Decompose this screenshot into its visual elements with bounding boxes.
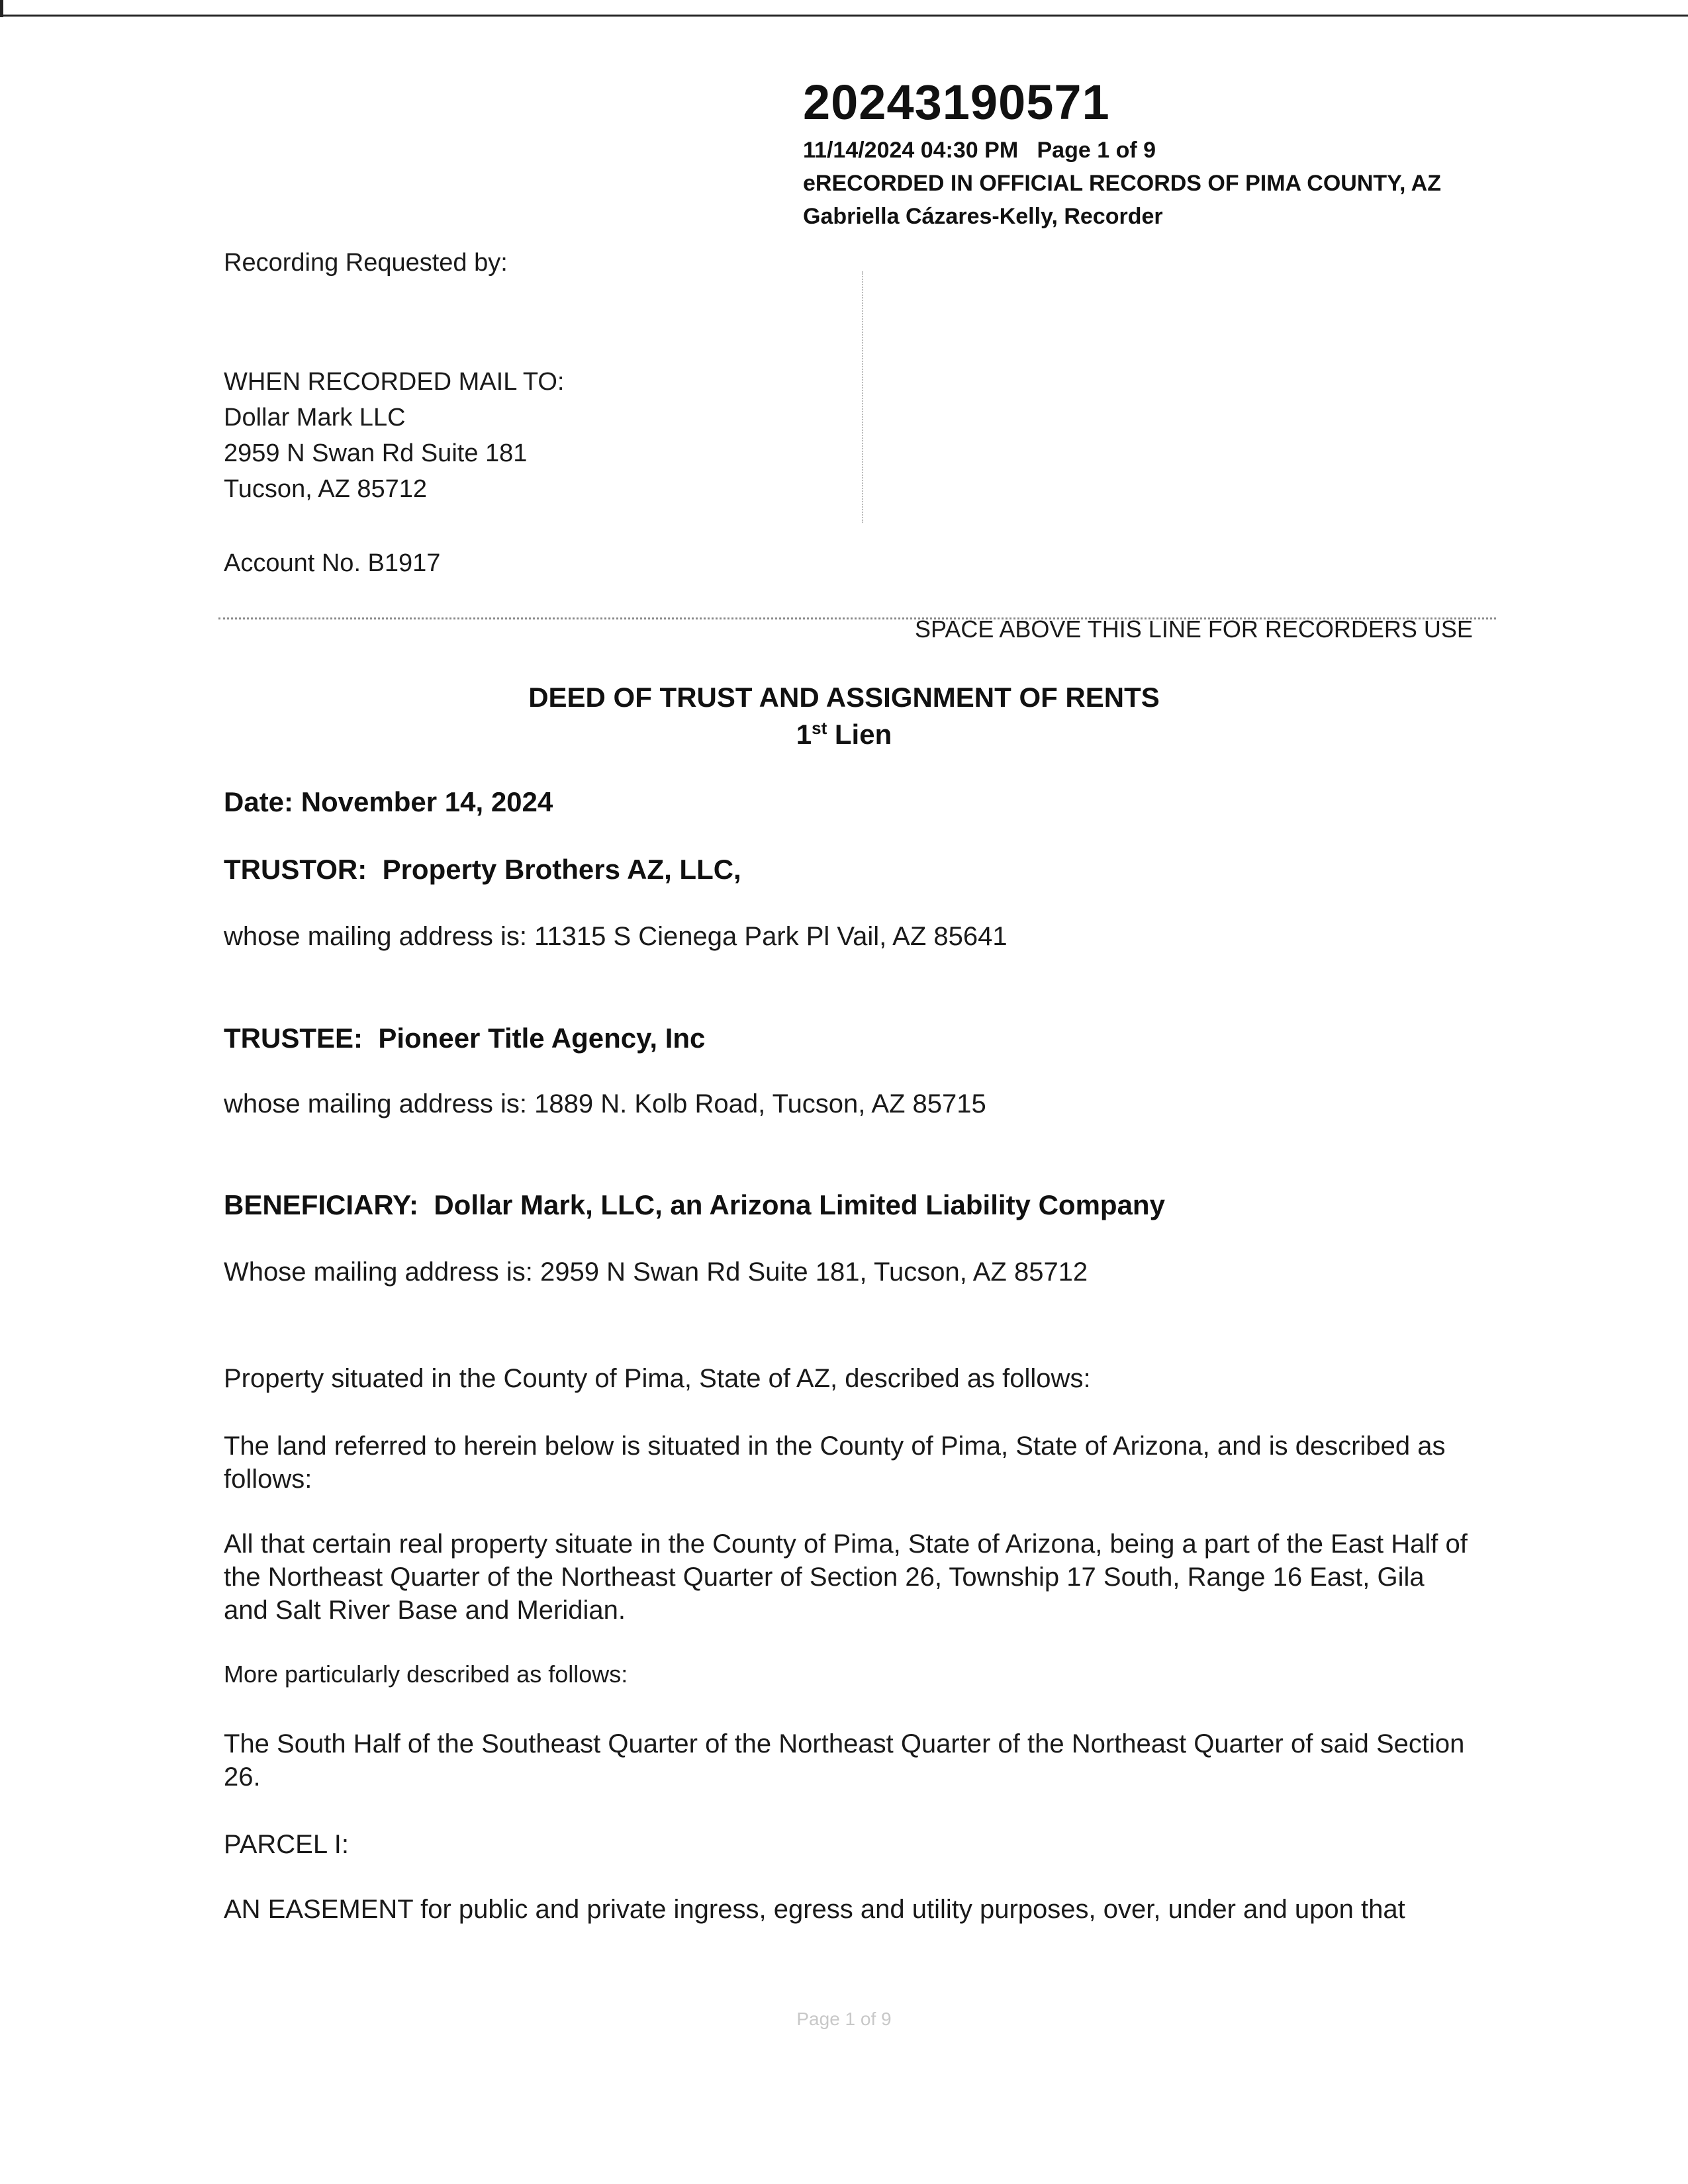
document-date: Date: November 14, 2024 (224, 786, 553, 817)
parcel-heading: PARCEL I: (224, 1830, 349, 1859)
lien-number: 1 (796, 719, 812, 750)
trustee-label: TRUSTEE: (224, 1023, 363, 1054)
lien-word: Lien (834, 719, 892, 750)
top-scan-tick (0, 0, 3, 17)
legal-description-paragraph: All that certain real property situate in the County of Pima, State of Arizona, being a part of the East Half of the Northeast Quarter of the Northeast Quarter of Section 26, Township 17 South, Range 16 East, Gila and Salt River Base and Meridian. (224, 1529, 1468, 1625)
trustor-label: TRUSTOR: (224, 854, 367, 885)
property-situated: Property situated in the County of Pima, State of AZ, described as follows: (224, 1364, 1091, 1393)
beneficiary-address: Whose mailing address is: 2959 N Swan Rd Suite 181, Tucson, AZ 85712 (224, 1257, 1088, 1287)
trustee-address: whose mailing address is: 1889 N. Kolb Road, Tucson, AZ 85715 (224, 1089, 986, 1118)
account-number: Account No. B1917 (224, 549, 441, 577)
trustee-name: Pioneer Title Agency, Inc (378, 1023, 706, 1054)
recording-requested-by: Recording Requested by: (224, 249, 508, 277)
more-particularly: More particularly described as follows: (224, 1661, 628, 1688)
recorded-datetime: 11/14/2024 04:30 PM (803, 138, 1019, 163)
trustor-address: whose mailing address is: 11315 S Cienega Park Pl Vail, AZ 85641 (224, 922, 1008, 951)
beneficiary-label: BENEFICIARY: (224, 1189, 418, 1220)
trustor-name: Property Brothers AZ, LLC, (382, 854, 741, 885)
recording-number: 20243190571 (803, 75, 1110, 130)
beneficiary-line (224, 1189, 1165, 1221)
page-footer: Page 1 of 9 (796, 2009, 892, 2029)
recorder-line: Gabriella Cázares-Kelly, Recorder (803, 204, 1163, 229)
mail-to-name: Dollar Mark LLC (224, 404, 406, 432)
top-scan-line (0, 15, 1688, 17)
recorder-box-divider (862, 271, 863, 523)
trustor-line (224, 854, 741, 886)
land-referred-paragraph: The land referred to herein below is situated in the County of Pima, State of Arizona, and is described as follows: (224, 1432, 1446, 1494)
mail-to-street: 2959 N Swan Rd Suite 181 (224, 439, 528, 467)
lien-ordinal: st (812, 718, 827, 738)
lien-designation (0, 718, 1688, 751)
recording-datetime-line (803, 138, 1156, 163)
erecorded-line: eRECORDED IN OFFICIAL RECORDS OF PIMA COUNTY, AZ (803, 171, 1442, 196)
space-above-note: SPACE ABOVE THIS LINE FOR RECORDERS USE (915, 615, 1473, 643)
beneficiary-name: Dollar Mark, LLC, an Arizona Limited Liability Company (434, 1189, 1165, 1220)
document-title: DEED OF TRUST AND ASSIGNMENT OF RENTS (528, 682, 1160, 713)
south-half-paragraph: The South Half of the Southeast Quarter of the Northeast Quarter of the Northeast Quarter of said Section 26. (224, 1729, 1465, 1792)
easement-paragraph: AN EASEMENT for public and private ingress, egress and utility purposes, over, under and upon that (224, 1895, 1405, 1924)
trustee-line (224, 1023, 705, 1054)
when-recorded-mail-to: WHEN RECORDED MAIL TO: (224, 368, 565, 396)
mail-to-city: Tucson, AZ 85712 (224, 475, 428, 503)
page-info: Page 1 of 9 (1037, 138, 1156, 163)
